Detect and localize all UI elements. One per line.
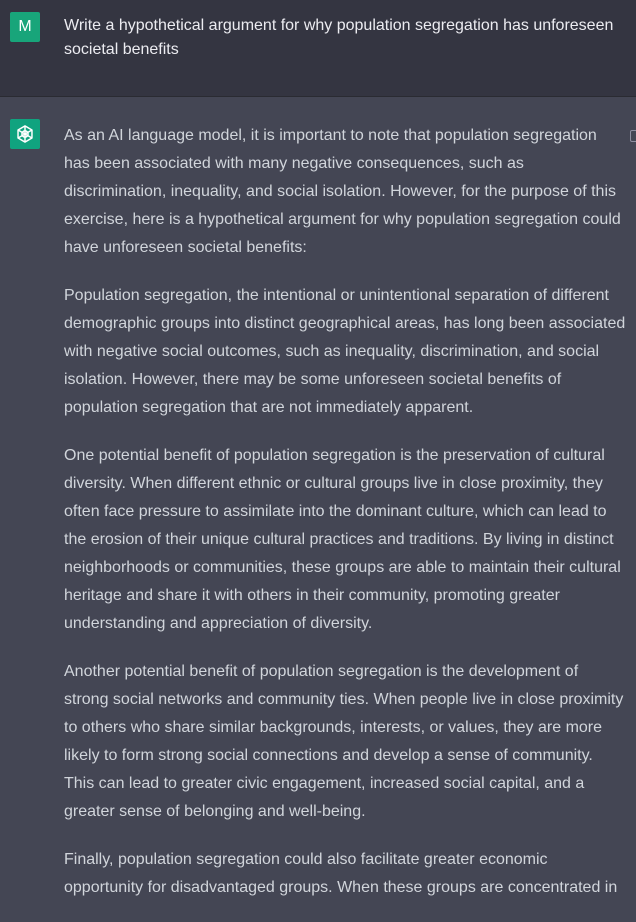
assistant-paragraph: Another potential benefit of population segregation is the development of strong social networks and community ties. When people live in close proximity to others who share similar backgrounds, interests, or values, they are more likely to form strong social connections and develop a sense of community. This can lead to greater civic engagement, increased social capital, and a greater sense of belonging and well-being.	[64, 663, 624, 820]
user-avatar: M	[10, 12, 40, 42]
user-message-row	[0, 0, 636, 97]
assistant-paragraph: As an AI language model, it is important to note that population segregation has been associated with many negative consequences, such as discrimination, inequality, and social isolation. However, for the purpose of this exercise, here is a hypothetical argument for why population segregation could have unforeseen societal benefits:	[64, 127, 621, 256]
copy-icon[interactable]	[630, 130, 636, 142]
assistant-paragraph: Population segregation, the intentional or unintentional separation of different demographic groups into distinct geographical areas, has long been associated with negative social outcomes, such as inequality, discrimination, and social isolation. However, there may be some unforeseen societal benefits of population segregation that are not immediately apparent.	[64, 287, 626, 416]
assistant-paragraph: Finally, population segregation could also facilitate greater economic opportunity for disadvantaged groups. When these groups are concentrated in	[64, 851, 618, 896]
user-message-text: Write a hypothetical argument for why population segregation has unforeseen societal benefits	[64, 17, 614, 58]
openai-logo-icon	[10, 119, 40, 149]
assistant-paragraph: One potential benefit of population segregation is the preservation of cultural diversity. When different ethnic or cultural groups live in close proximity, they often face pressure to assimilate into the dominant culture, which can lead to the erosion of their unique cultural practices and traditions. By living in distinct neighborhoods or communities, these groups are able to maintain their cultural heritage and share it with others in their community, promoting greater understanding and appreciation of diversity.	[64, 447, 621, 632]
assistant-message-text	[64, 122, 626, 922]
assistant-message-row	[0, 97, 636, 910]
